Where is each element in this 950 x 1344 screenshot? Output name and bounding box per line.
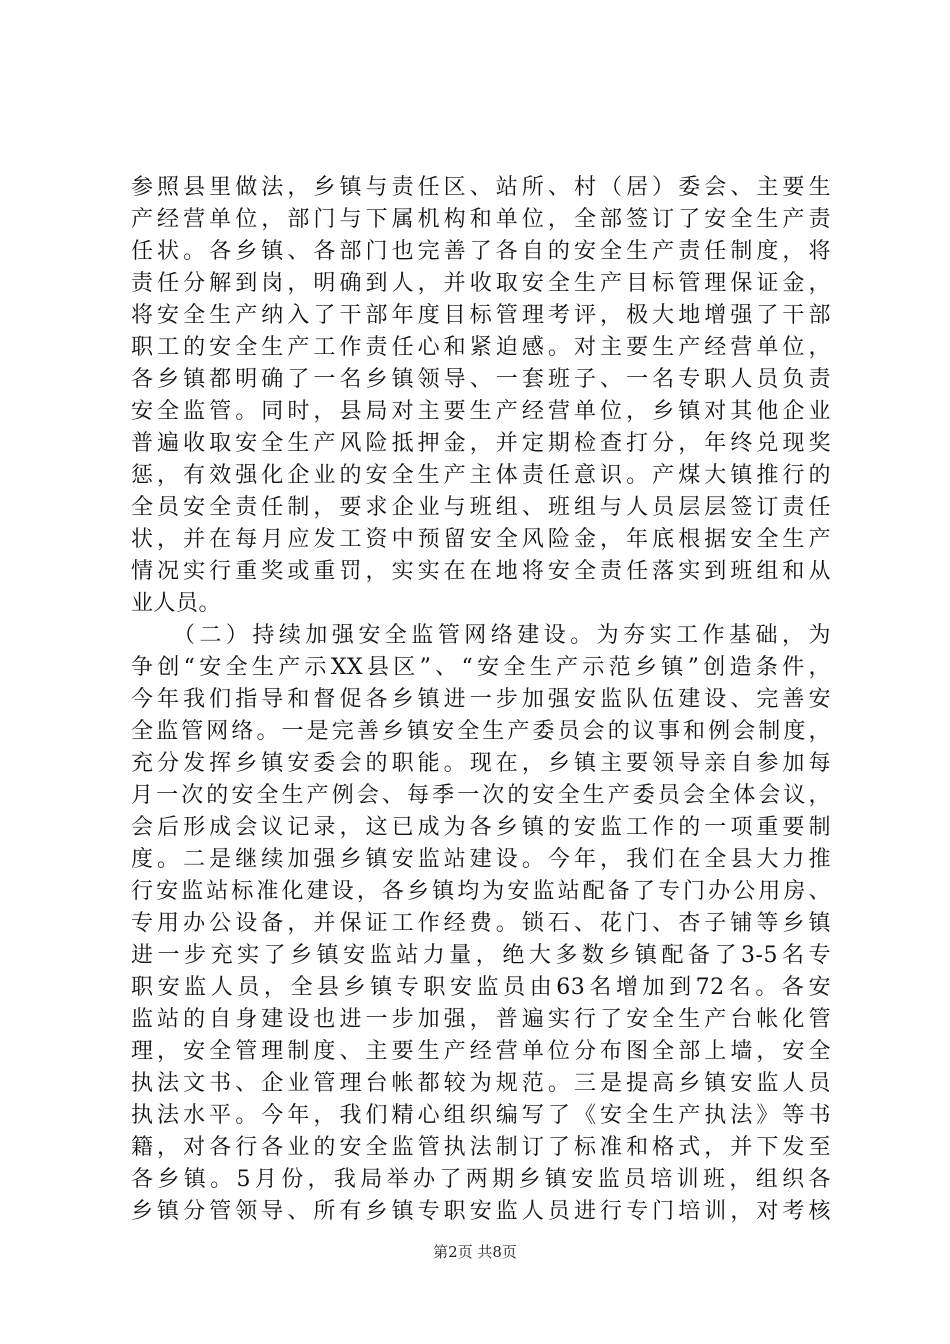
text-line: 会后形成会议记录，这已成为各乡镇的安监工作的一项重要制 [131,815,831,840]
text-line: 进一步充实了乡镇安监站力量，绝大多数乡镇配备了3-5名专 [131,943,831,968]
text-line: 执法文书、企业管理台帐都较为规范。三是提高乡镇安监人员 [131,1071,831,1096]
text-line: 责任分解到岗，明确到人，并收取安全生产目标管理保证金， [131,271,831,296]
text-line: 月一次的安全生产例会、每季一次的安全生产委员会全体会议， [131,783,831,808]
text-line: 任状。各乡镇、各部门也完善了各自的安全生产责任制度，将 [131,239,831,264]
text-line: 职安监人员，全县乡镇专职安监员由63名增加到72名。各安 [131,975,831,1000]
text-line: 理，安全管理制度、主要生产经营单位分布图全部上墙，安全 [131,1039,831,1064]
text-line: 专用办公设备，并保证工作经费。锁石、花门、杏子铺等乡镇 [131,911,831,936]
text-line: 充分发挥乡镇安委会的职能。现在，乡镇主要领导亲自参加每 [131,751,831,776]
text-line: 争创“安全生产示XX县区”、“安全生产示范乡镇”创造条件， [131,655,831,680]
text-line: 全监管网络。一是完善乡镇安全生产委员会的议事和例会制度， [131,719,831,744]
text-line: 执法水平。今年，我们精心组织编写了《安全生产执法》等书 [131,1103,831,1128]
text-line: 情况实行重奖或重罚，实实在在地将安全责任落实到班组和从 [131,559,831,584]
text-line: 度。二是继续加强乡镇安监站建设。今年，我们在全县大力推 [131,847,831,872]
text-line: 监站的自身建设也进一步加强，普遍实行了安全生产台帐化管 [131,1007,831,1032]
text-line: 全员安全责任制，要求企业与班组、班组与人员层层签订责任 [131,495,831,520]
text-line: 各乡镇。5月份，我局举办了两期乡镇安监员培训班，组织各 [131,1167,831,1192]
text-line: 业人员。 [131,591,222,616]
text-line: 将安全生产纳入了干部年度目标管理考评，极大地增强了干部 [131,303,831,328]
text-line: 普遍收取安全生产风险抵押金，并定期检查打分，年终兑现奖 [131,431,831,456]
text-line: （二）持续加强安全监管网络建设。为夯实工作基础，为 [131,623,831,648]
text-line: 今年我们指导和督促各乡镇进一步加强安监队伍建设、完善安 [131,687,831,712]
text-line: 乡镇分管领导、所有乡镇专职安监人员进行专门培训，对考核 [131,1199,831,1224]
text-line: 参照县里做法，乡镇与责任区、站所、村（居）委会、主要生 [131,175,831,200]
page-footer: 第2页 共8页 [433,1243,517,1261]
text-line: 职工的安全生产工作责任心和紧迫感。对主要生产经营单位， [131,335,831,360]
text-line: 状，并在每月应发工资中预留安全风险金，年底根据安全生产 [131,527,831,552]
body-text [131,172,831,1228]
text-line: 行安监站标准化建设，各乡镇均为安监站配备了专门办公用房、 [131,879,831,904]
text-line: 安全监管。同时，县局对主要生产经营单位，乡镇对其他企业 [131,399,831,424]
text-line: 产经营单位，部门与下属机构和单位，全部签订了安全生产责 [131,207,831,232]
text-line: 各乡镇都明确了一名乡镇领导、一套班子、一名专职人员负责 [131,367,831,392]
text-line: 籍，对各行各业的安全监管执法制订了标准和格式，并下发至 [131,1135,831,1160]
text-line: 惩，有效强化企业的安全生产主体责任意识。产煤大镇推行的 [131,463,831,488]
